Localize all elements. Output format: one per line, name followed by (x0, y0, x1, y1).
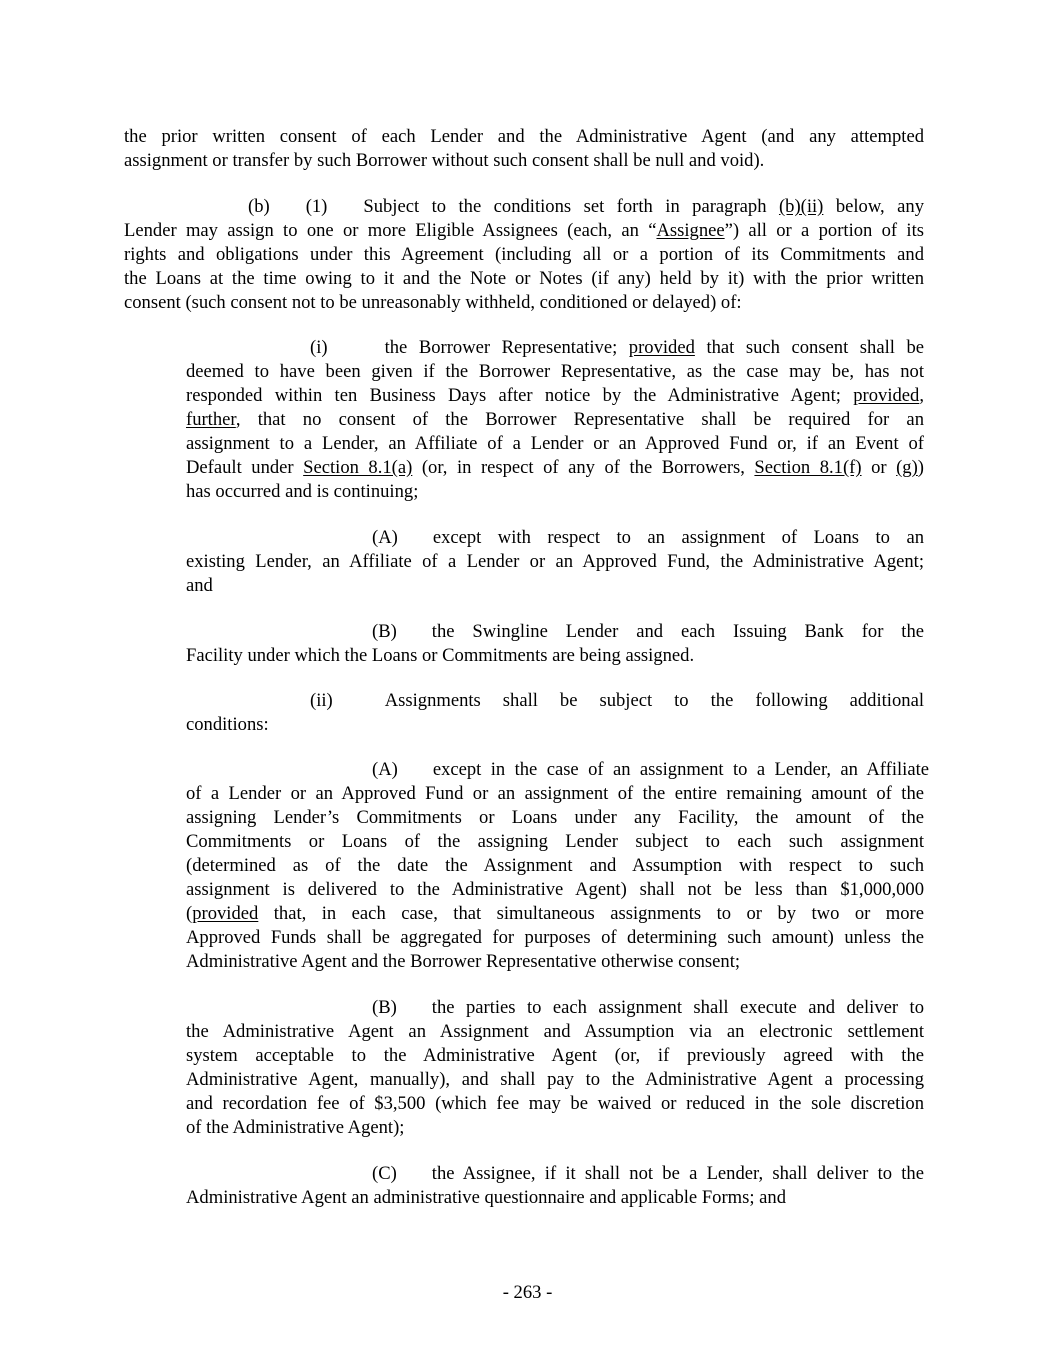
label-B: (B) (372, 997, 397, 1018)
text-fragment: except in the case of an assignment to a Lender, an Affiliate (432, 759, 929, 780)
text-line: Commitments or Loans of the assigning Lender subject to each such assignment (186, 831, 924, 852)
clause-i-paragraph (186, 336, 924, 504)
text-fragment: responded within ten Business Days after notice by the Administrative Agent; (186, 385, 854, 406)
text-line: of a Lender or an Approved Fund or an assignment of the entire remaining amount of the (186, 783, 924, 804)
text-line: of the Administrative Agent); (186, 1117, 405, 1138)
label-A: (A) (372, 527, 398, 548)
text-fragment: ”) all or a portion of its (724, 220, 924, 241)
text-fragment: Assignments shall be subject to the following additional (384, 690, 924, 711)
text-fragment: , (919, 385, 924, 406)
label-1: (1) (305, 196, 328, 217)
text-fragment: except with respect to an assignment of Loans to an (432, 527, 924, 548)
text-fragment: ) (917, 457, 924, 478)
text-line: existing Lender, an Affiliate of a Lender or an Approved Fund, the Administrative Agent; (186, 551, 924, 572)
text-line: has occurred and is continuing; (186, 481, 419, 502)
section-reference: (g) (896, 457, 918, 478)
page-number: - 263 - (502, 1282, 553, 1303)
text-line: (determined as of the date the Assignment and Assumption with respect to such (186, 855, 924, 876)
text-line: rights and obligations under this Agreement (including all or a portion of its Commitments and (124, 244, 924, 265)
text-line: Administrative Agent and the Borrower Representative otherwise consent; (186, 951, 741, 972)
label-ii: (ii) (310, 690, 333, 711)
intro-paragraph (124, 125, 924, 173)
text-line (186, 408, 924, 432)
text-line (124, 219, 924, 243)
text-fragment: that such consent shall be (694, 337, 925, 358)
text-line: consent (such consent not to be unreasonably withheld, conditioned or delayed) of: (124, 292, 742, 313)
section-reference: Section 8.1(a) (303, 457, 413, 478)
clause-ii-B-paragraph (186, 996, 924, 1140)
text-line (186, 689, 924, 713)
text-line: conditions: (186, 714, 269, 735)
text-fragment: the Borrower Representative; (384, 337, 629, 358)
text-line: assignment is delivered to the Administrative Agent) shall not be less than $1,000,000 (186, 879, 924, 900)
label-b: (b) (248, 196, 270, 217)
text-line: and (186, 575, 213, 596)
text-fragment: the parties to each assignment shall execute and deliver to (431, 997, 924, 1018)
text-line: Administrative Agent, manually), and shall pay to the Administrative Agent a processing (186, 1069, 924, 1090)
text-fragment: , that no consent of the Borrower Representative shall be required for an (235, 409, 924, 430)
text-line: Facility under which the Loans or Commitments are being assigned. (186, 645, 695, 666)
label-C: (C) (372, 1163, 397, 1184)
text-line: the Loans at the time owing to it and the Note or Notes (if any) held by it) with the prior written (124, 268, 924, 289)
clause-i-B-paragraph (186, 620, 924, 668)
text-fragment: below, any (823, 196, 924, 217)
clause-ii-C-paragraph (186, 1162, 924, 1210)
defined-term-assignee: Assignee (656, 220, 725, 241)
text-line (186, 620, 924, 644)
text-fragment: that, in each case, that simultaneous assignments to or by two or more (258, 903, 924, 924)
text-line (186, 996, 924, 1020)
text-line: and recordation fee of $3,500 (which fee may be waived or reduced in the sole discretion (186, 1093, 924, 1114)
text-fragment: (or, in respect of any of the Borrowers, (412, 457, 755, 478)
text-line: assigning Lender’s Commitments or Loans under any Facility, the amount of the (186, 807, 924, 828)
text-line: assignment to a Lender, an Affiliate of a Lender or an Approved Fund or, if an Event of (186, 433, 924, 454)
text-fragment: Subject to the conditions set forth in paragraph (363, 196, 779, 217)
text-fragment: the Assignee, if it shall not be a Lender, shall deliver to the (431, 1163, 924, 1184)
text-line: deemed to have been given if the Borrower Representative, as the case may be, has not (186, 361, 924, 382)
clause-ii-A-paragraph (186, 758, 929, 974)
text-line: system acceptable to the Administrative Agent (or, if previously agreed with the (186, 1045, 924, 1066)
text-line: Approved Funds shall be aggregated for purposes of determining such amount) unless the (186, 927, 924, 948)
section-b-paragraph (124, 195, 924, 315)
label-A: (A) (372, 759, 398, 780)
paragraph-reference: (b)(ii) (778, 196, 824, 217)
further-term: further (186, 409, 236, 430)
label-B: (B) (372, 621, 397, 642)
clause-ii-paragraph (186, 689, 924, 737)
text-line: the Administrative Agent an Assignment and Assumption via an electronic settlement (186, 1021, 924, 1042)
text-line (186, 456, 924, 480)
text-line: assignment or transfer by such Borrower without such consent shall be null and void). (124, 150, 765, 171)
text-line: Administrative Agent an administrative questionnaire and applicable Forms; and (186, 1187, 787, 1208)
provided-term: provided (192, 903, 259, 924)
text-line (186, 1162, 924, 1186)
clause-i-A-paragraph (186, 526, 924, 598)
text-line: the prior written consent of each Lender and the Administrative Agent (and any attempted (124, 126, 924, 147)
text-line (124, 195, 924, 219)
text-fragment: ( (186, 903, 193, 924)
provided-term: provided (628, 337, 695, 358)
label-i: (i) (310, 337, 328, 358)
provided-term: provided (853, 385, 920, 406)
text-line (186, 384, 924, 408)
text-line (186, 902, 924, 926)
section-reference: Section 8.1(f) (754, 457, 862, 478)
text-fragment: the Swingline Lender and each Issuing Bank for the (431, 621, 924, 642)
text-fragment: Lender may assign to one or more Eligible Assignees (each, an “ (124, 220, 657, 241)
text-fragment: Default under (186, 457, 304, 478)
text-line (186, 336, 924, 360)
text-fragment: or (861, 457, 897, 478)
text-line (186, 758, 929, 782)
text-line (186, 526, 924, 550)
